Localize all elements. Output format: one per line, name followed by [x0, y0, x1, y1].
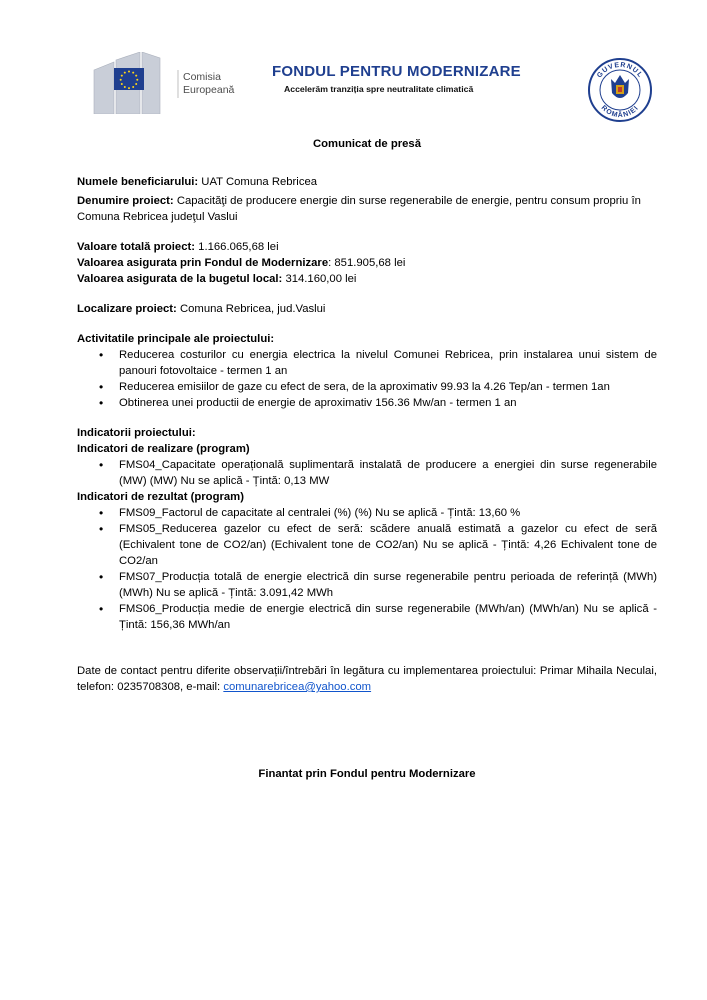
list-item: • Obtinerea unei productii de energie de aproximativ 156.36 Mw/an - termen 1 an: [77, 395, 657, 411]
project-value: Capacităţi de producere energie din surse regenerabile de energie, pentru consum propriu în Comuna Rebricea judeţul Vaslui: [77, 195, 641, 223]
press-release-body: [77, 133, 657, 695]
contact-email-link[interactable]: comunarebricea@yahoo.com: [223, 681, 372, 693]
local-value: 314.160,00 lei: [285, 273, 357, 285]
realization-heading: [77, 441, 657, 457]
title-text: Comunicat de presă: [313, 138, 421, 150]
activities-heading: [77, 331, 657, 347]
fund-title: FONDUL PENTRU MODERNIZARE: [272, 63, 521, 80]
list-item: • Reducerea emisiilor de gaze cu efect de sera, de la aproximativ 99.93 la 4.26 Tep/an - termen 1an: [77, 379, 657, 395]
total-value: 1.166.065,68 lei: [198, 241, 279, 253]
location-label: Localizare proiect:: [77, 303, 177, 315]
romanian-government-seal: [587, 57, 653, 123]
location-line: [77, 301, 657, 317]
indicators-title: Indicatorii proiectului:: [77, 427, 196, 439]
result-title: Indicatori de rezultat (program): [77, 491, 244, 503]
result-heading: [77, 489, 657, 505]
ec-line-2: Europeană: [183, 84, 235, 96]
seal-top-text: GUVERNUL: [596, 61, 644, 80]
project-label: Denumire proiect:: [77, 195, 174, 207]
realization-title: Indicatori de realizare (program): [77, 443, 250, 455]
footer-funding-note: Finantat prin Fondul pentru Modernizare: [258, 768, 476, 780]
beneficiary-value: UAT Comuna Rebricea: [201, 176, 318, 188]
page-header: [0, 0, 707, 130]
local-value-line: [77, 271, 657, 287]
list-item: • FMS09_Factorul de capacitate al centralei (%) (%) Nu se aplică - Țintă: 13,60 %: [77, 505, 657, 521]
results-list: [77, 505, 657, 633]
fund-value: : 851.905,68 lei: [328, 257, 406, 269]
local-label: Valoarea asigurata de la bugetul local:: [77, 273, 283, 285]
list-item: • FMS05_Reducerea gazelor cu efect de seră: scădere anuală estimată a gazelor cu efect de seră (Echivalent tone de CO2/an) (Echivalent tone de CO2/an) Nu se aplică - Țintă: 4,26 Echivalent tone de CO2/an: [77, 521, 657, 569]
beneficiary-label: Numele beneficiarului:: [77, 176, 199, 188]
total-label: Valoare totală proiect:: [77, 241, 196, 253]
activities-title: Activitatile principale ale proiectului:: [77, 333, 275, 345]
fund-label: Valoarea asigurata prin Fondul de Modernizare: [77, 257, 329, 269]
contact-text: Date de contact pentru diferite observații/întrebări în legătura cu implementarea proiectului: Primar Mihaila Neculai, telefon: 0235708308, e-mail:: [77, 665, 657, 693]
fund-value-line: [77, 255, 657, 271]
list-item: • Reducerea costurilor cu energia electrica la nivelul Comunei Rebricea, prin instalarea unui sistem de panouri fotovoltaice - termen 1 an: [77, 347, 657, 379]
realization-list: [77, 457, 657, 489]
seal-bottom-text: ROMÂNIEI: [599, 104, 641, 120]
contact-paragraph: [77, 663, 657, 695]
beneficiary-line: [77, 174, 657, 190]
fund-subtitle: Accelerăm tranziția spre neutralitate climatică: [284, 84, 474, 94]
list-item: • FMS06_Producția medie de energie electrică din surse regenerabile (MWh/an) (MWh/an) Nu se aplică - Țintă: 156,36 MWh/an: [77, 601, 657, 633]
ec-line-1: Comisia: [183, 71, 221, 83]
european-commission-logo: [90, 52, 260, 114]
indicators-heading: [77, 425, 657, 441]
activities-list: [77, 347, 657, 411]
project-line: [77, 193, 657, 225]
list-item: • FMS04_Capacitate operațională suplimentară instalată de producere a energiei din surse regenerabile (MW) (MW) Nu se aplică - Țintă: 0,13 MW: [77, 457, 657, 489]
total-value-line: [77, 239, 657, 255]
list-item: • FMS07_Producția totală de energie electrică din surse regenerabile pentru perioada de referință (MWh) (MWh) Nu se aplică - Țintă: 3.091,42 MWh: [77, 569, 657, 601]
location-value: Comuna Rebricea, jud.Vaslui: [179, 303, 326, 315]
european-commission-name: [183, 71, 234, 97]
page-title: [77, 136, 657, 152]
